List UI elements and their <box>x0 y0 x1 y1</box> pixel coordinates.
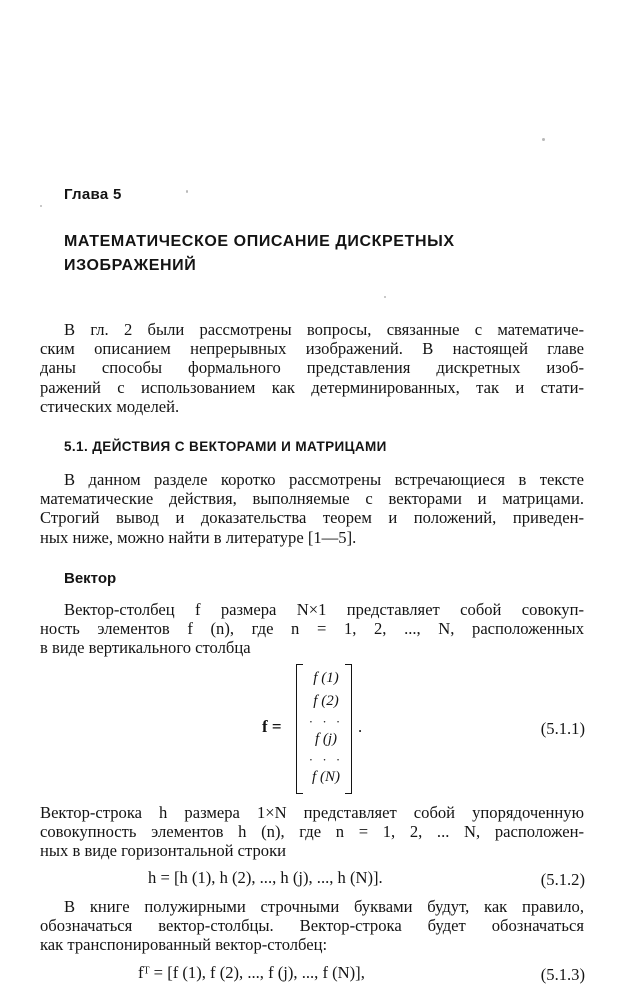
equation-row-vector: h = [h (1), h (2), ..., h (j), ..., h (N)]. <box>148 868 383 887</box>
chapter-label: Глава 5 <box>64 186 122 203</box>
text-line: ных в виде горизонтальной строки <box>40 841 287 861</box>
equation-transposed-vector: fᵀ = [f (1), f (2), ..., f (j), ..., f (N)], <box>138 963 365 982</box>
text-line: обозначаться вектор-столбцы. Вектор-строка будет обозначаться <box>40 916 584 936</box>
intro-paragraph <box>40 320 584 416</box>
right-bracket <box>345 664 352 794</box>
matrix-cell: f (N) <box>312 769 340 785</box>
text-line: В данном разделе коротко рассмотрены встречающиеся в тексте <box>64 470 584 489</box>
text-line: Строгий вывод и доказательства теорем и положений, приведен- <box>40 508 584 528</box>
matrix-dots: · · · <box>308 714 344 729</box>
equation-number: (5.1.3) <box>540 965 585 984</box>
text-line: в виде вертикального столбца <box>40 638 251 658</box>
text-line: В книге полужирными строчными буквами будут, как правило, <box>64 897 584 916</box>
row-vector-paragraph <box>40 803 584 861</box>
text-line: математические действия, выполняемые с векторами и матрицами. <box>40 489 584 509</box>
text-line: даны способы формального представления дискретных изоб- <box>40 358 584 378</box>
equation-number: (5.1.2) <box>540 870 585 889</box>
text-line: ных ниже, можно найти в литературе [1—5]. <box>40 527 357 547</box>
text-line: Вектор-столбец f размера N×1 представляет собой совокуп- <box>64 600 584 619</box>
matrix-cell: f (1) <box>313 670 339 686</box>
vector-paragraph <box>40 600 584 658</box>
left-bracket <box>296 664 303 794</box>
chapter-title-line: ИЗОБРАЖЕНИЙ <box>64 257 197 274</box>
chapter-title-line: МАТЕМАТИЧЕСКОЕ ОПИСАНИЕ ДИСКРЕТНЫХ <box>64 233 455 250</box>
section-paragraph <box>40 470 584 547</box>
subheading: Вектор <box>64 570 117 587</box>
equation-number: (5.1.1) <box>540 719 585 738</box>
text-line: ским описанием непрерывных изображений. В настоящей главе <box>40 339 584 359</box>
section-heading: 5.1. ДЕЙСТВИЯ С ВЕКТОРАМИ И МАТРИЦАМИ <box>64 439 387 454</box>
notation-paragraph <box>40 897 584 955</box>
matrix-cell: f (2) <box>313 693 339 709</box>
text-line: ность элементов f (n), где n = 1, 2, ..., N, расположенных <box>40 619 584 639</box>
column-vector-matrix <box>296 664 352 794</box>
text-line: В гл. 2 были рассмотрены вопросы, связанные с математиче- <box>64 320 584 339</box>
equation-trail: . <box>358 717 363 736</box>
text-line: ражений с использованием как детерминированных, так и стати- <box>40 377 584 397</box>
scan-speck <box>40 205 42 207</box>
matrix-cell: f (j) <box>314 731 338 747</box>
text-line: стических моделей. <box>40 396 180 416</box>
scan-speck <box>384 296 386 298</box>
scan-speck <box>186 190 188 193</box>
text-line: Вектор-строка h размера 1×N представляет собой упорядоченную <box>40 803 584 822</box>
scan-speck <box>542 138 545 141</box>
chapter-title <box>64 230 584 278</box>
matrix-dots: · · · <box>308 752 344 767</box>
text-line: совокупность элементов h (n), где n = 1, 2, ... N, расположен- <box>40 822 584 842</box>
equation-lhs: f = <box>262 717 282 736</box>
text-line: как транспонированный вектор-столбец: <box>40 935 328 955</box>
